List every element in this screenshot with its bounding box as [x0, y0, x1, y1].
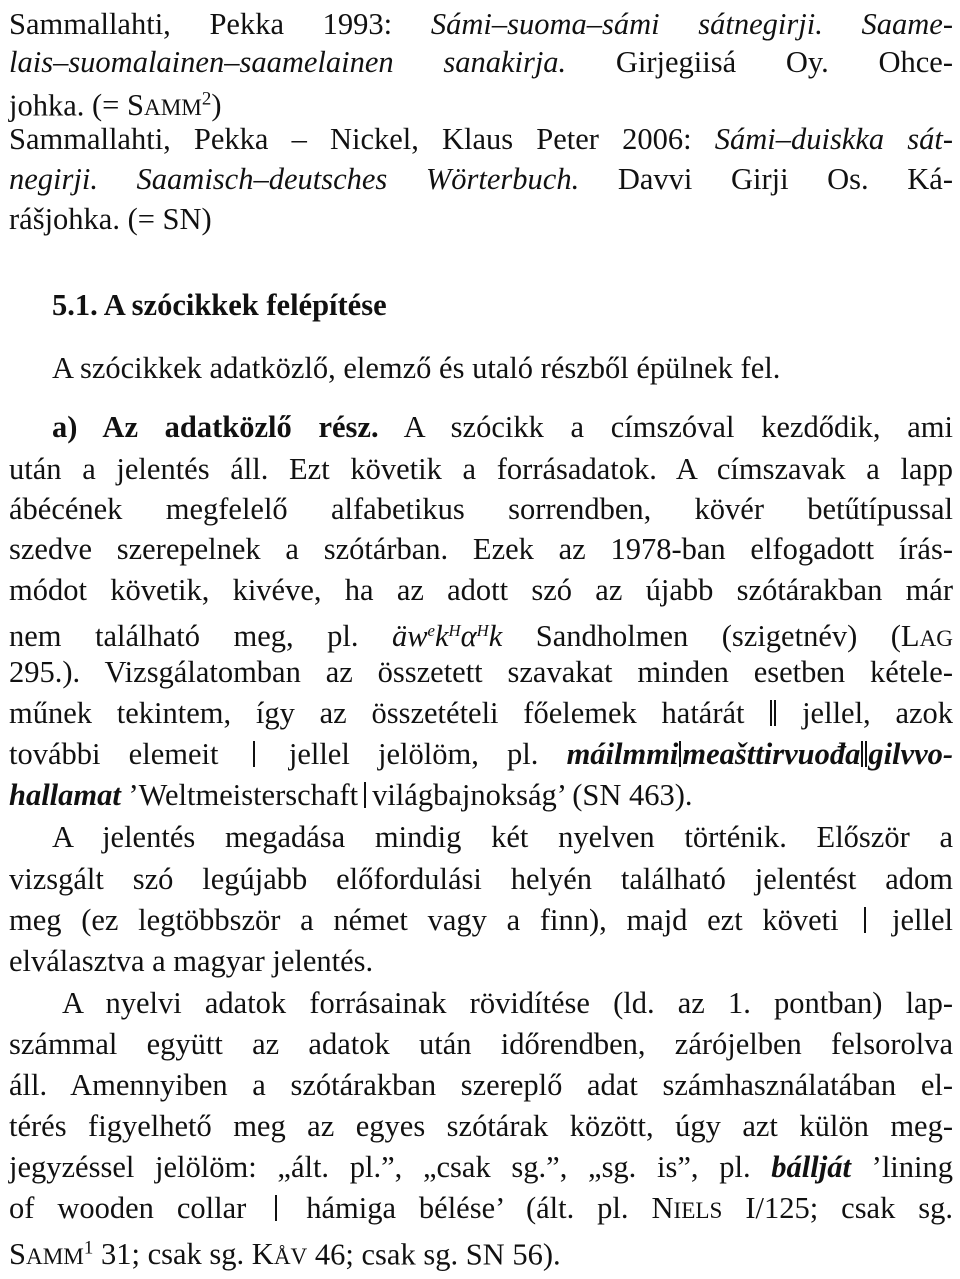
reference-publisher: Girjegiisá Oy. Ohce- — [615, 45, 954, 79]
reference-author: Sammallahti, Pekka – Nickel, Klaus Peter 2006: — [9, 122, 692, 156]
headword-example: máilmmi meašttirvuođa gilvvo- — [566, 737, 954, 771]
paragraph-2-line-2: vizsgált szó legújabb előfordulási helyén található jelentést adom — [9, 862, 953, 896]
paragraph-3-line-4: térés figyelhető meg az egyes szótárak között, úgy azt külön meg- — [9, 1109, 953, 1143]
reference-author: Sammallahti, Pekka 1993: — [9, 7, 393, 41]
paragraph-3-line-1: A nyelvi adatok forrásainak rövidítése (ld. az 1. pontban) lap- — [62, 986, 953, 1020]
reference-sn-line-1 — [9, 117, 953, 161]
reference-sn-line-3 — [9, 197, 953, 241]
paragraph-1-line-1: a) Az adatközlő rész. A szócikk a címszóval kezdődik, ami — [52, 410, 953, 444]
paragraph-label: a) Az adatközlő rész. — [52, 410, 379, 444]
paragraph-3-line-6: of wooden collar hámiga bélése’ (ált. pl. NIELS I/125; csak sg. — [9, 1191, 954, 1225]
double-bar-mark — [769, 696, 777, 730]
reference-title: negirji. Saamisch–deutsches Wörterbuch. — [9, 162, 580, 196]
reference-title: Sámi–suoma–sámi sátnegirji. Saame- — [430, 7, 953, 41]
single-bar-mark — [864, 907, 866, 933]
phonetic-example: $äw^ek^H\alpha^Hk$ — [391, 619, 503, 654]
reference-publisher: Davvi Girji Os. Ká- — [617, 162, 953, 196]
paragraph-3-line-2: számmal együtt az adatok után időrendben, zárójelben felsorolva — [9, 1027, 953, 1061]
section-intro: A szócikkek adatközlő, elemző és utaló részből épülnek fel. — [52, 351, 781, 385]
reference-sn-line-2 — [9, 157, 953, 201]
paragraph-2-line-3: meg (ez legtöbbször a német vagy a finn), majd ezt követi jellel — [9, 903, 954, 937]
headword-example-cont: hallamat — [9, 778, 121, 812]
paragraph-1-line-7: 295.). Vizsgálatomban az összetett szavakat minden esetben kétele- — [9, 655, 953, 689]
paragraph-3-line-3: áll. Amennyiben a szótárakban szereplő adat számhasználatában el- — [9, 1068, 953, 1102]
paragraph-1-line-8: műnek tekintem, így az összetételi főelemek határát jellel, azok — [9, 696, 954, 730]
paragraph-1-line-5: módot követik, kivéve, ha az adott szó az újabb szótárakban már — [9, 573, 953, 607]
headword-example: bállját — [771, 1150, 851, 1184]
paragraph-1-line-6: nem található meg, pl. $äw^ek^H\alpha^Hk$ Sandholmen (szigetnév) (LAG — [9, 619, 953, 654]
section-heading: 5.1. A szócikkek felépítése — [52, 288, 387, 322]
reference-place: johka. — [9, 88, 85, 123]
paragraph-3-line-7: SAMM$^1$ 31; csak sg. KÅV 46; csak sg. SN 56). — [9, 1237, 561, 1272]
paragraph-3-line-5: jegyzéssel jelölöm: „ált. pl.”, „csak sg.”, „sg. is”, pl. bállját ’lining — [9, 1150, 954, 1184]
paragraph-1-line-4: szedve szerepelnek a szótárban. Ezek az 1978-ban elfogadott írás- — [9, 532, 953, 566]
paragraph-1-line-3: ábécének megfelelő alfabetikus sorrendben, kövér betűtípussal — [9, 492, 953, 526]
single-bar-mark — [275, 1195, 277, 1221]
reference-abbr: (= $SAMM^2$) — [92, 88, 222, 123]
reference-title: lais–suomalainen–saamelainen sanakirja. — [9, 45, 567, 79]
reference-place: rášjohka. — [9, 202, 120, 236]
paragraph-1-line-2: után a jelentés áll. Ezt követik a forrásadatok. A címszavak a lapp — [9, 452, 953, 486]
paragraph-1-line-10: hallamat ’Weltmeisterschaft világbajnokság’ (SN 463). — [9, 778, 693, 812]
paragraph-2-line-1: A jelentés megadása mindig két nyelven történik. Először a — [52, 820, 953, 854]
paragraph-2-line-4: elválasztva a magyar jelentés. — [9, 944, 374, 978]
single-bar-mark — [253, 741, 255, 767]
reference-abbr: (= SN) — [127, 202, 212, 236]
single-bar-mark — [364, 782, 366, 808]
paragraph-1-line-9: további elemeit jellel jelölöm, pl. máilmmi meašttirvuođa gilvvo- — [9, 737, 954, 771]
reference-title: Sámi–duiskka sát- — [714, 122, 954, 156]
